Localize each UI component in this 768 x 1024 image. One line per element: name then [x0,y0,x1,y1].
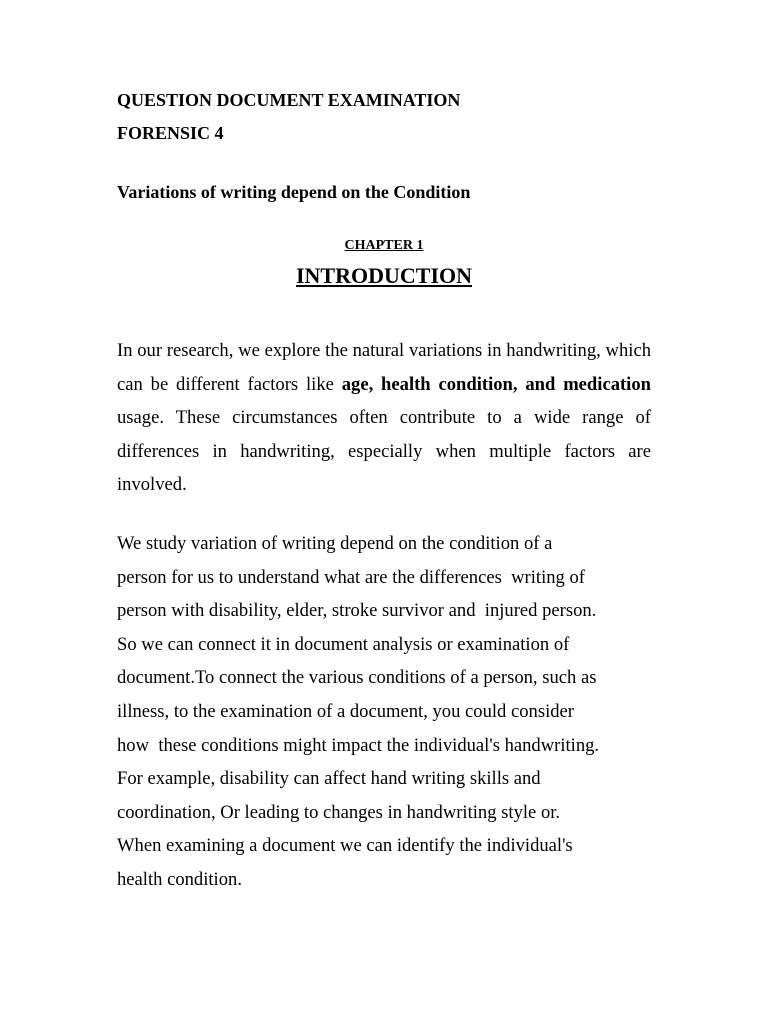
chapter-label: CHAPTER 1 [344,238,424,253]
paragraph-2-line: illness, to the examination of a document, you could consider [117,700,574,722]
course-code: FORENSIC 4 [117,123,224,143]
paragraph-2-line: For example, disability can affect hand writing skills and [117,768,541,790]
paragraph-1-bold-text: age, health condition, and medication [341,373,651,395]
paragraph-2-line: When examining a document we can identify the individual's [117,835,573,857]
paragraph-2-line: how these conditions might impact the individual's handwriting. [117,734,600,756]
section-heading: INTRODUCTION [295,263,473,288]
paragraph-2-line: document.To connect the various conditions of a person, such as [117,667,597,689]
paragraph-2-line: health condition. [117,868,242,890]
paragraph-2-line: person for us to understand what are the differences writing of [117,566,585,588]
paragraph-2-line: We study variation of writing depend on the condition of a [117,533,553,554]
paragraph-1-text-b: usage. These circumstances often contribute to a wide range of differences in handwriting, especially when multiple factors are involved. [117,407,651,496]
body-paragraph-1 [117,334,651,502]
topic-title: Variations of writing depend on the Condition [117,182,471,202]
document-title: QUESTION DOCUMENT EXAMINATION [117,90,461,110]
paragraph-2-line: person with disability, elder, stroke survivor and injured person. [117,600,597,622]
paragraph-1-text-a: In our research, we explore the natural variations in handwriting, which can be different factors like [117,340,651,395]
body-paragraph-2 [117,527,651,897]
paragraph-2-line: coordination, Or leading to changes in handwriting style or. [117,801,561,823]
paragraph-2-line: So we can connect it in document analysis or examination of [117,633,570,655]
